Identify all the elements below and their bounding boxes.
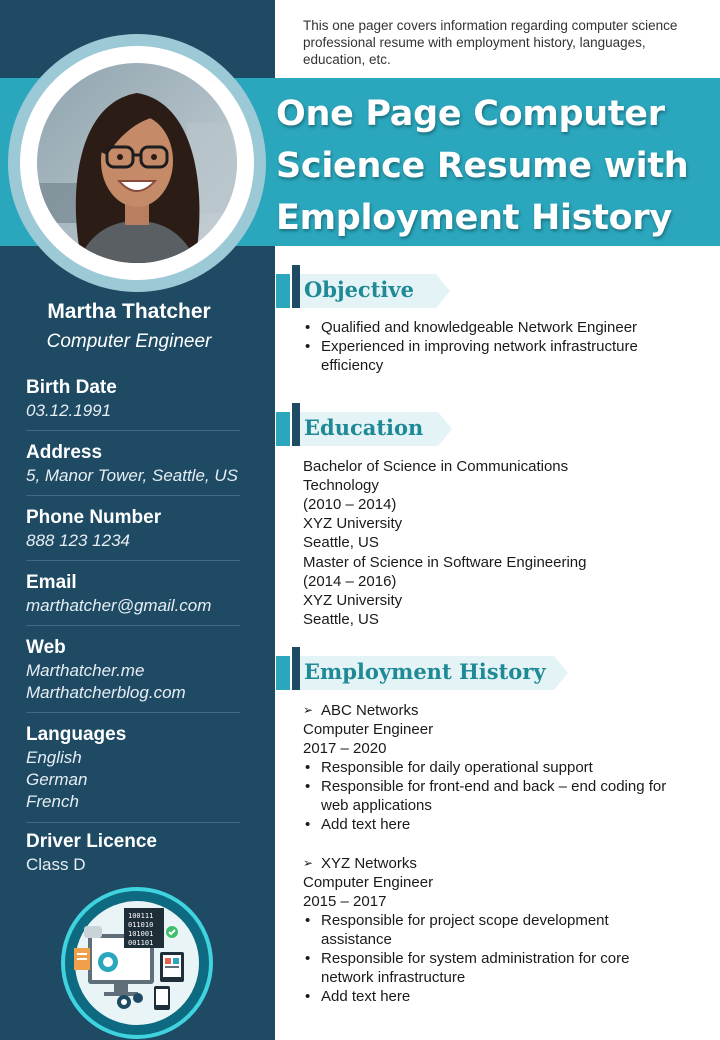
school: XYZ University xyxy=(303,515,403,532)
company: ➢ XYZ Networks xyxy=(303,854,663,873)
profile-photo xyxy=(37,63,237,263)
detail-value: English xyxy=(26,748,82,767)
photo-frame xyxy=(8,34,266,292)
detail-value: Marthatcher.me xyxy=(26,661,145,680)
job-entry xyxy=(303,854,663,1006)
location: Seattle, US xyxy=(303,534,379,551)
job-title: Computer Engineer xyxy=(303,874,434,891)
web-section xyxy=(26,636,240,704)
computer-technology-icon xyxy=(60,886,214,1040)
divider xyxy=(26,495,240,496)
detail-value: Marthatcherblog.com xyxy=(26,683,186,702)
detail-label: Languages xyxy=(26,724,127,745)
detail-value: German xyxy=(26,770,88,789)
years: (2014 – 2016) xyxy=(303,573,397,590)
education-entry xyxy=(303,553,623,629)
languages-section xyxy=(26,723,240,813)
list-item: • Add text here xyxy=(303,987,663,1006)
birth-date-section xyxy=(26,376,240,422)
svg-text:101001: 101001 xyxy=(128,930,154,938)
profile-role: Computer Engineer xyxy=(46,331,212,352)
svg-text:011010: 011010 xyxy=(128,921,154,929)
address-section xyxy=(26,441,240,487)
job-years: 2015 – 2017 xyxy=(303,893,387,910)
job-years: 2017 – 2020 xyxy=(303,740,387,757)
detail-label: Web xyxy=(26,637,66,658)
education-entry xyxy=(303,457,603,552)
detail-label: Phone Number xyxy=(26,507,162,528)
licence-section xyxy=(26,830,240,876)
company: ➢ ABC Networks xyxy=(303,701,703,720)
list-item: • Responsible for front-end and back – end coding for web applications xyxy=(303,777,693,815)
degree: Master of Science in Software Engineering xyxy=(303,554,587,571)
email-section xyxy=(26,571,240,617)
objective-list xyxy=(303,318,703,375)
section-title: Objective xyxy=(304,277,414,302)
phone-section xyxy=(26,506,240,552)
detail-value: marthatcher@gmail.com xyxy=(26,596,212,615)
location: Seattle, US xyxy=(303,611,379,628)
detail-label: Email xyxy=(26,572,77,593)
detail-value: French xyxy=(26,792,79,811)
page-description: This one pager covers information regarding computer science professional resume with employment history, languages, education, etc. xyxy=(303,18,678,67)
divider xyxy=(26,430,240,431)
degree: Bachelor of Science in Communications Technology xyxy=(303,458,569,494)
detail-value: 888 123 1234 xyxy=(26,531,130,550)
job-title: Computer Engineer xyxy=(303,721,434,738)
list-item: • Responsible for daily operational support xyxy=(303,758,693,777)
list-item: • Responsible for project scope development assistance xyxy=(303,911,663,949)
divider xyxy=(26,560,240,561)
detail-value: Class D xyxy=(26,855,86,874)
detail-label: Birth Date xyxy=(26,377,117,398)
profile-name: Martha Thatcher xyxy=(47,300,211,323)
years: (2010 – 2014) xyxy=(303,496,397,513)
list-item: • Add text here xyxy=(303,815,693,834)
divider xyxy=(26,625,240,626)
svg-text:001101: 001101 xyxy=(128,939,154,947)
school: XYZ University xyxy=(303,592,403,609)
detail-label: Driver Licence xyxy=(26,831,157,852)
section-title: Employment History xyxy=(304,659,546,684)
section-title: Education xyxy=(304,415,424,440)
list-item: • Qualified and knowledgeable Network Engineer xyxy=(303,318,703,337)
job-entry xyxy=(303,701,703,834)
list-item: • Experienced in improving network infrastructure efficiency xyxy=(303,337,703,375)
divider xyxy=(26,712,240,713)
detail-value: 03.12.1991 xyxy=(26,401,112,420)
list-item: • Responsible for system administration for core network infrastructure xyxy=(303,949,663,987)
svg-text:100111: 100111 xyxy=(128,912,154,920)
detail-value: 5, Manor Tower, Seattle, US xyxy=(26,466,238,485)
page-title: One Page Computer Science Resume with Employment History xyxy=(276,94,689,238)
divider xyxy=(26,822,240,823)
detail-label: Address xyxy=(26,442,103,463)
